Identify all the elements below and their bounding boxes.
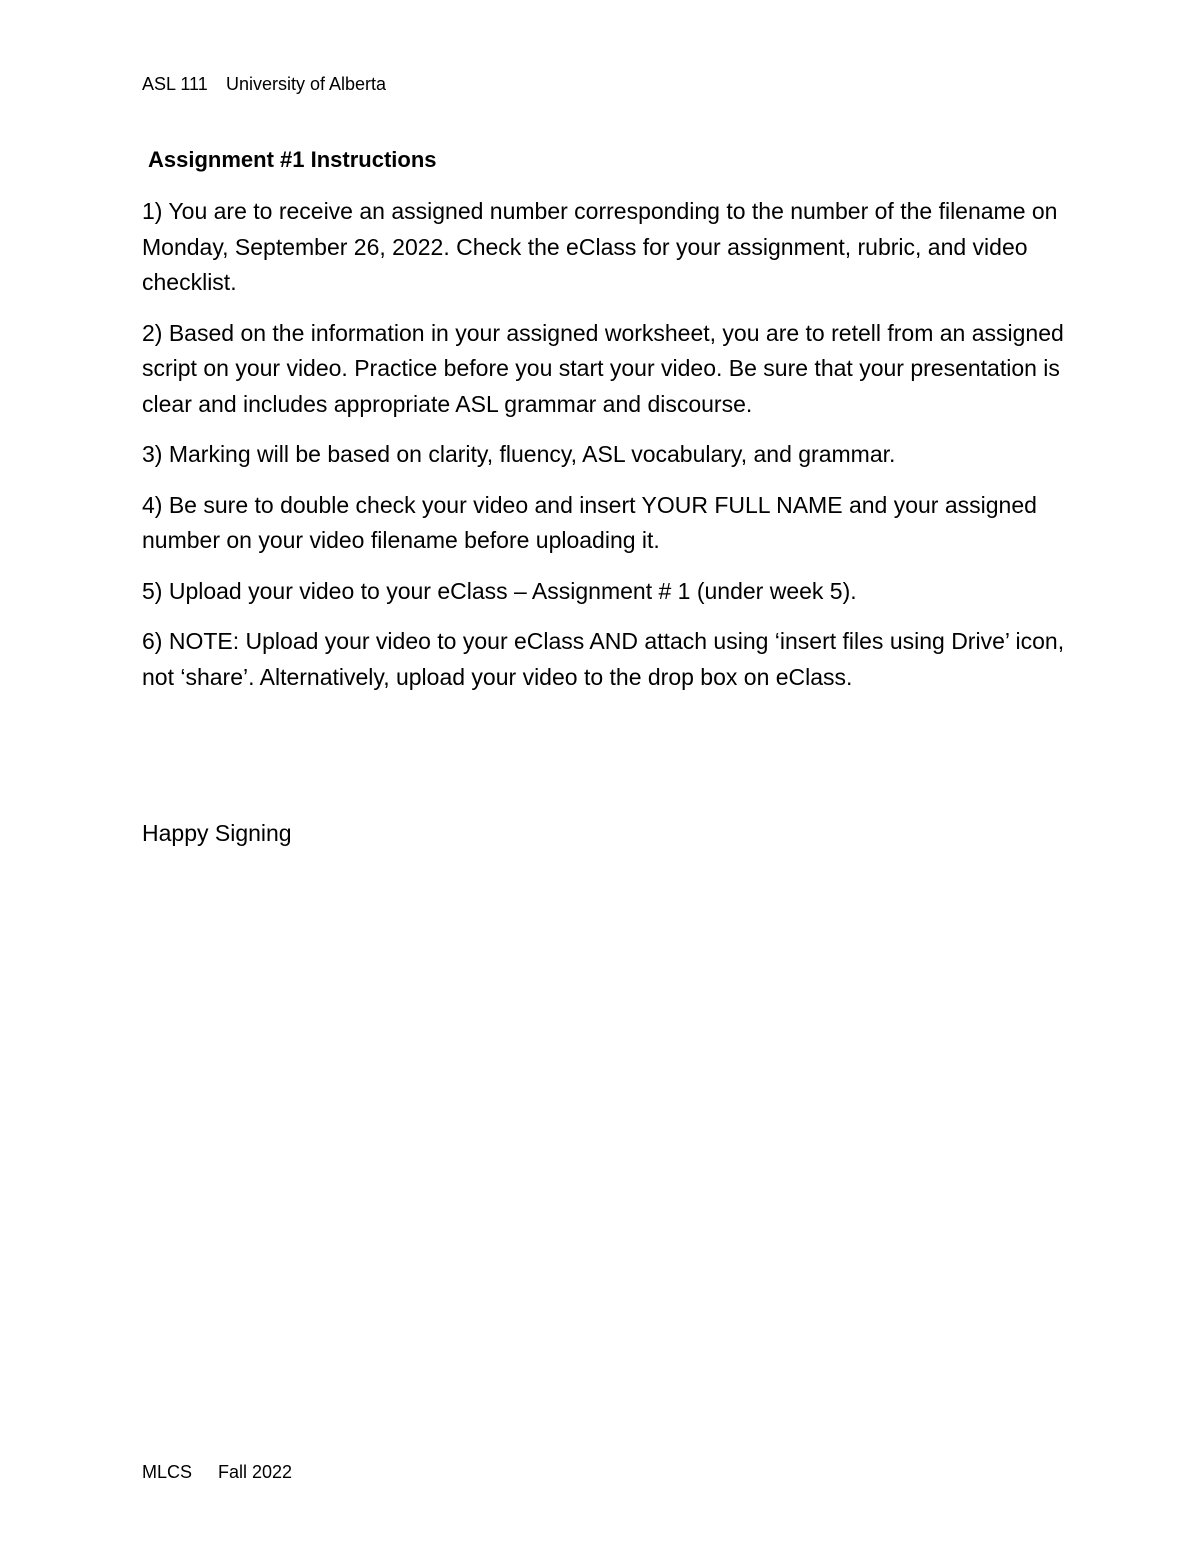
instructions-list <box>142 194 1077 710</box>
instruction-item-6: 6) NOTE: Upload your video to your eClass AND attach using ‘insert files using Drive’ icon, not ‘share’. Alternatively, upload your video to the drop box on eClass. <box>142 628 1065 690</box>
term-label: Fall 2022 <box>218 1462 293 1482</box>
instruction-item-2: 2) Based on the information in your assigned worksheet, you are to retell from an assigned script on your video. Practice before you start your video. Be sure that your presentation is clear and includes appropriate ASL grammar and discourse. <box>142 319 1064 417</box>
department-name: MLCS <box>142 1462 193 1482</box>
course-code: ASL 111 <box>142 74 208 94</box>
instruction-item-4: 4) Be sure to double check your video and insert YOUR FULL NAME and your assigned number on your video filename before uploading it. <box>142 491 1037 553</box>
closing-text: Happy Signing <box>142 820 292 846</box>
page-header <box>142 72 386 96</box>
institution-name: University of Alberta <box>226 74 387 94</box>
document-title: Assignment #1 Instructions <box>148 147 437 172</box>
instruction-item-5: 5) Upload your video to your eClass – Assignment # 1 (under week 5). <box>142 577 857 604</box>
page-footer <box>142 1460 292 1484</box>
instruction-item-3: 3) Marking will be based on clarity, fluency, ASL vocabulary, and grammar. <box>142 441 896 467</box>
instruction-item-1: 1) You are to receive an assigned number corresponding to the number of the filename on Monday, September 26, 2022. Check the eClass for your assignment, rubric, and video checklist. <box>142 198 1058 295</box>
